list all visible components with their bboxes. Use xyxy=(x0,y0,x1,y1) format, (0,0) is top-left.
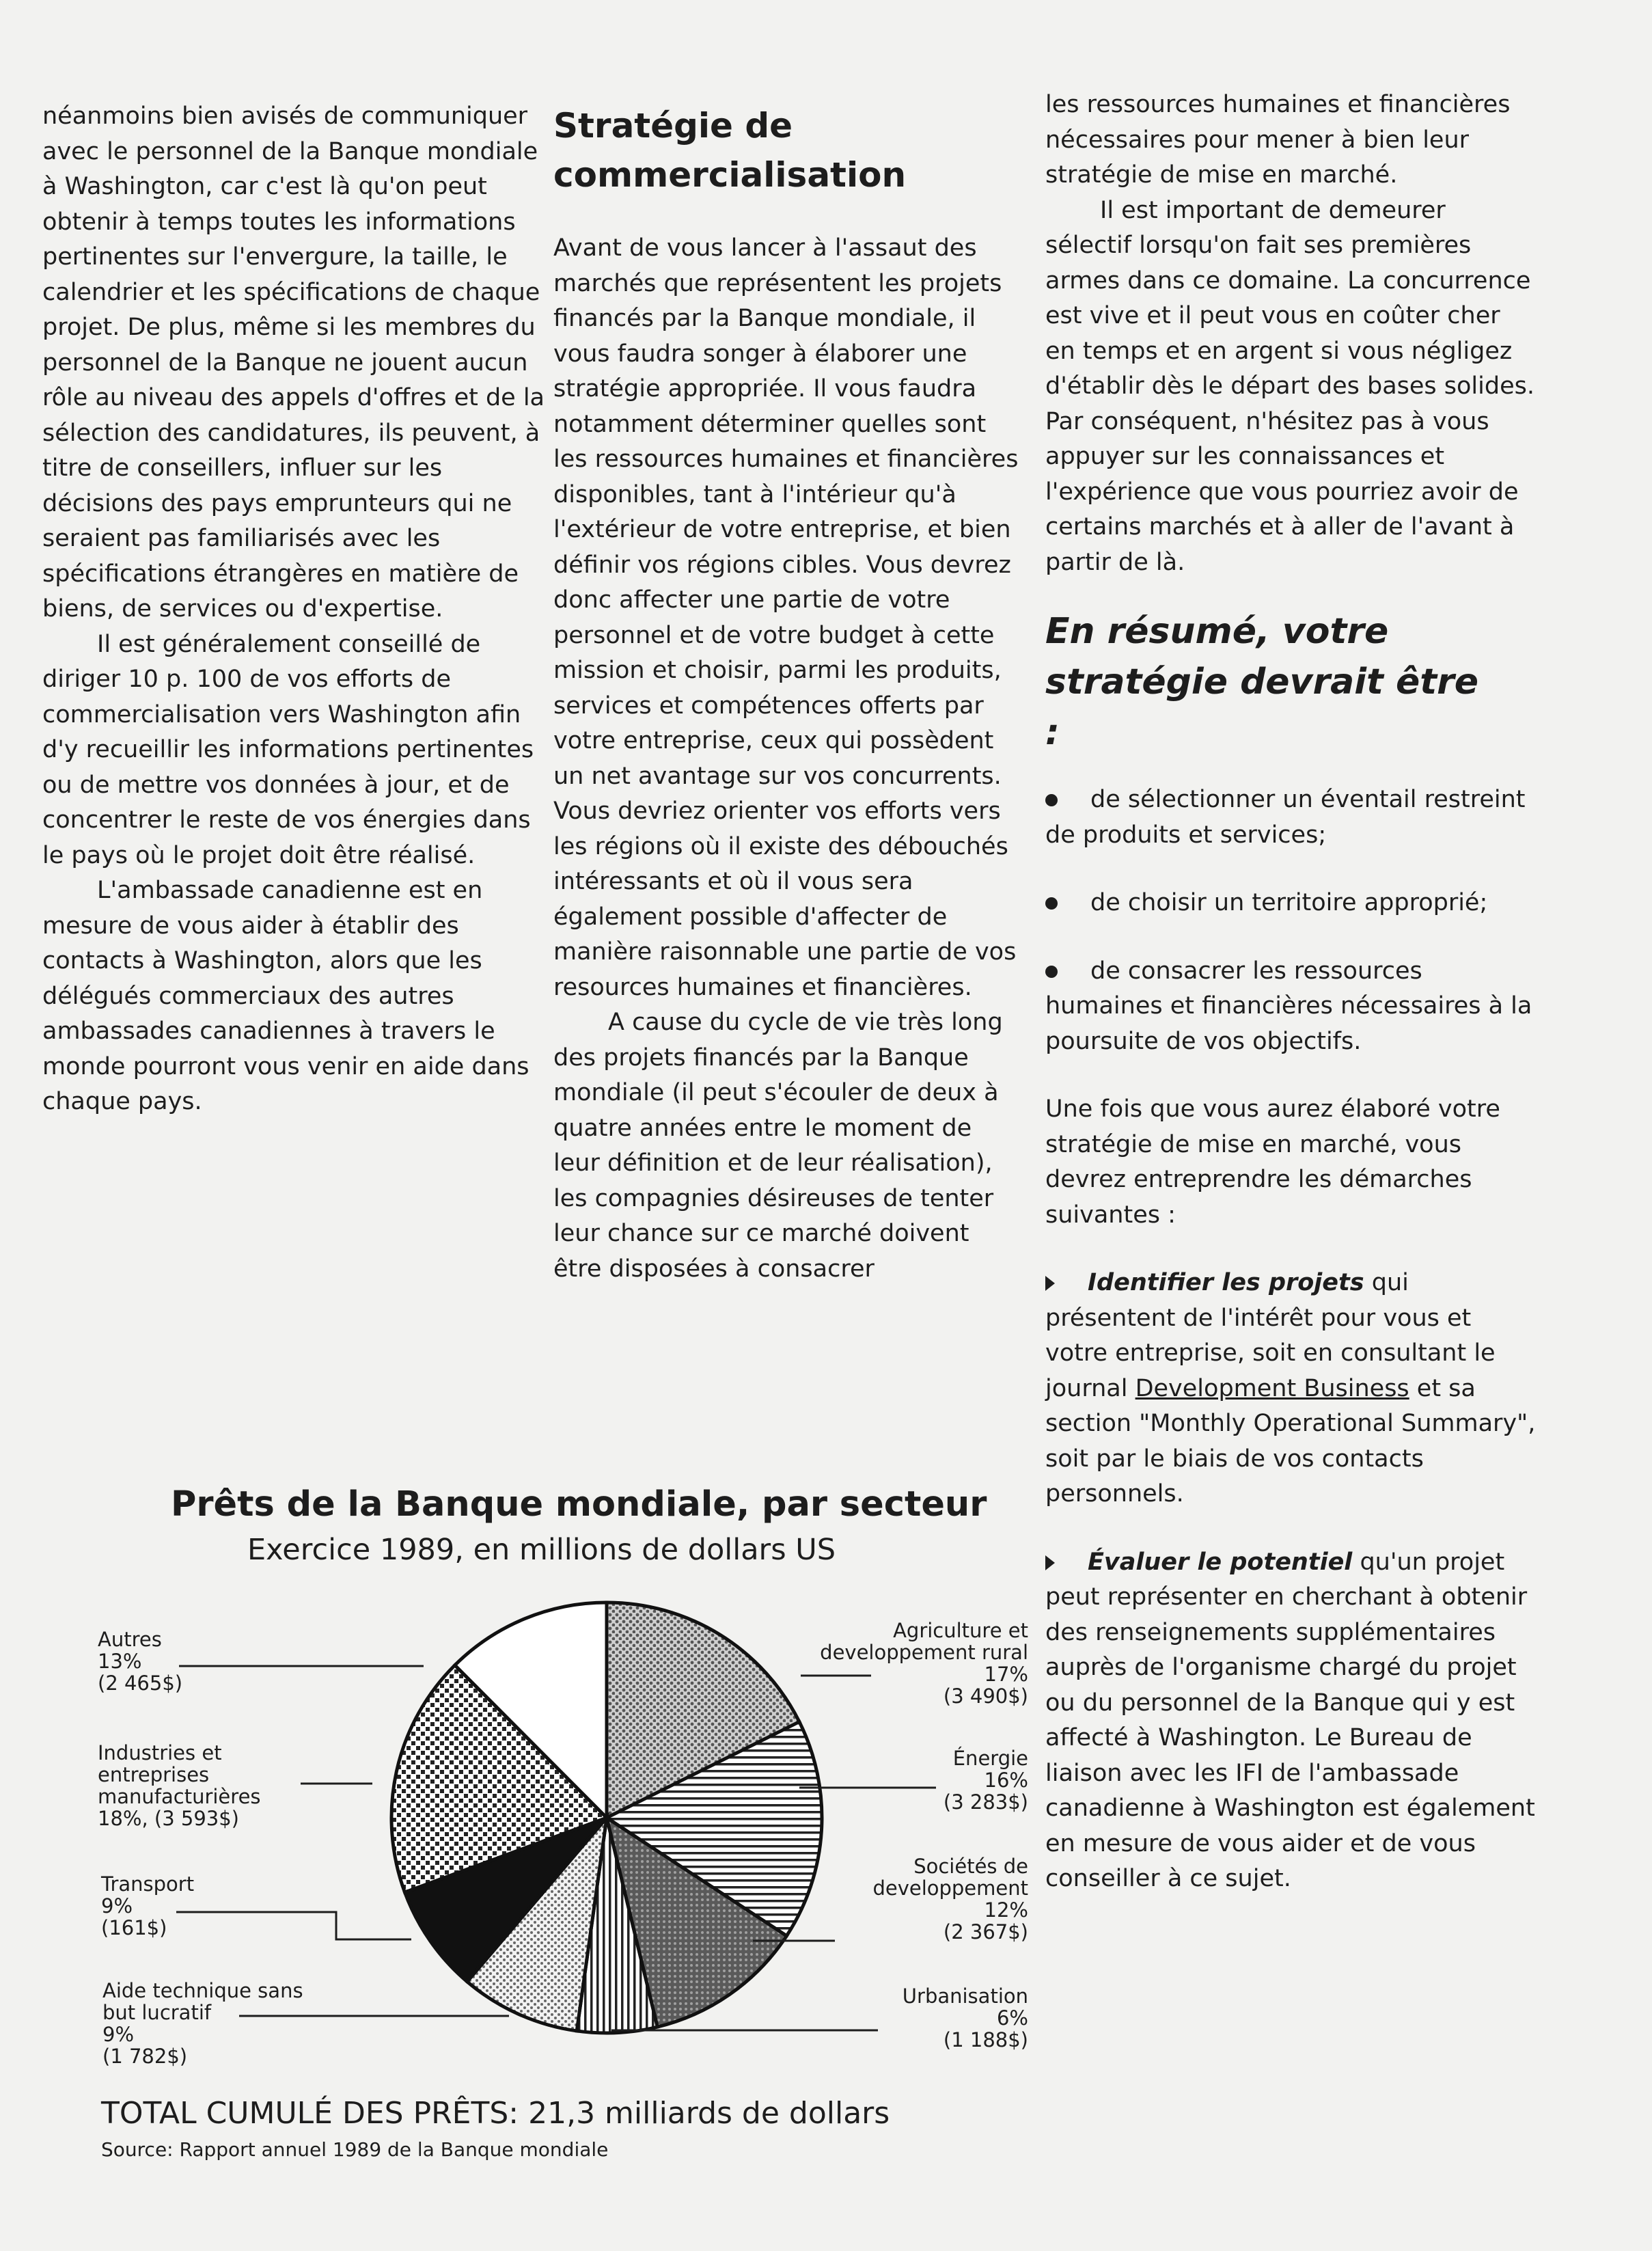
label-autres: Autres 13% (2 465$) xyxy=(98,1628,183,1695)
bullet-item: de choisir un territoire approprié; xyxy=(1045,886,1537,921)
chart-title: Prêts de la Banque mondiale, par secteur xyxy=(171,1484,987,1525)
label-agriculture: Agriculture et developpement rural 17% (3 490$) xyxy=(820,1619,1028,1708)
label-transport: Transport 9% (161$) xyxy=(101,1872,195,1939)
paragraph: A cause du cycle de vie très long des projets financés par la Banque mondiale (il peut s'écouler de deux à quatre années entre le moment de leur définition et de leur réalisation), les compagnies désireuses de tenter leur chance sur ce marché doivent être disposées à consacrer xyxy=(553,1009,1003,1283)
label-aide: Aide technique sans but lucratif 9% (1 782$) xyxy=(102,1979,303,2068)
paragraph: Il est généralement conseillé de diriger 10 p. 100 de vos efforts de commercialisation vers Washington afin d'y recueillir les informations pertinentes ou de mettre vos données à jour, et de concentrer le reste de vos énergies dans le pays où le projet doit être réalisé. xyxy=(42,630,534,869)
step-evaluer: Évaluer le potentiel qu'un projet peut représenter en cherchant à obtenir des renseignements supplémentaires auprès de l'organisme chargé du projet ou du personnel de la Banque qui y est affecté à Washington. Le Bureau de liaison avec les IFI de l'ambassade canadienne à Washington est également en mesure de vous aider et de vous conseiller à ce sujet. xyxy=(1045,1548,1535,1892)
label-societes: Sociétés de developpement 12% (2 367$) xyxy=(872,1855,1028,1943)
label-energie: Énergie 16% (3 283$) xyxy=(943,1747,1028,1814)
bullet-item: de sélectionner un éventail restreint de produits et services; xyxy=(1045,786,1526,849)
paragraph: Il est important de demeurer sélectif lorsqu'on fait ses premières armes dans ce domaine. La concurrence est vive et il peut vous en coûter cher en temps et en argent si vous négligez d'établir dès le départ des bases solides. Par conséquent, n'hésitez pas à vous appuyer sur les connaissances et l'expérience que vous pourriez avoir de certains marchés et à aller de l'avant à partir de là. xyxy=(1045,196,1534,576)
label-industries: Industries et entreprises manufacturières 18%, (3 593$) xyxy=(98,1741,261,1830)
paragraph: néanmoins bien avisés de communiquer avec le personnel de la Banque mondiale à Washington, car c'est là qu'on peut obtenir à temps toutes les informations pertinentes sur l'envergure, la taille, le calendrier et les spécifications de chaque projet. De plus, même si les membres du personnel de la Banque ne jouent aucun rôle au niveau des appels d'offres et de la sélection des candidatures, ils peuvent, à titre de conseillers, influer sur les décisions des pays emprunteurs qui ne seraient pas familiarisés avec les spécifications étrangères en matière de biens, de services ou d'expertise. xyxy=(42,103,545,623)
total-loans: TOTAL CUMULÉ DES PRÊTS: 21,3 milliards de dollars xyxy=(101,2096,890,2131)
bullet-item: de consacrer les ressources humaines et financières nécessaires à la poursuite de vos objectifs. xyxy=(1045,957,1532,1055)
summary-heading: En résumé, votre stratégie devrait être : xyxy=(1045,611,1479,753)
paragraph: L'ambassade canadienne est en mesure de vous aider à établir des contacts à Washington, alors que les délégués commerciaux des autres ambassades canadiennes à travers le monde pourront vous venir en aide dans chaque pays. xyxy=(42,877,529,1115)
publication-title: Development Business xyxy=(1135,1374,1409,1402)
step-identifier: Identifier les projets qui présentent de l'intérêt pour vous et votre entreprise, soit en consultant le journal Development Business et sa section "Monthly Operational Summary", soit par le biais de vos contacts personnels. xyxy=(1045,1269,1536,1508)
chart-subtitle: Exercice 1989, en millions de dollars US xyxy=(247,1533,836,1567)
section-heading: Stratégie de commercialisation xyxy=(553,106,907,195)
paragraph: Une fois que vous aurez élaboré votre stratégie de mise en marché, vous devrez entreprendre les démarches suivantes : xyxy=(1045,1095,1500,1229)
paragraph: Avant de vous lancer à l'assaut des marchés que représentent les projets financés par la Banque mondiale, il vous faudra songer à élaborer une stratégie appropriée. Il vous faudra notamment déterminer quelles sont les ressources humaines et financières disponibles, tant à l'intérieur qu'à l'extérieur de votre entreprise, et bien définir vos régions cibles. Vous devrez donc affecter une partie de votre personnel et de votre budget à cette mission et choisir, parmi les produits, services et compétences offerts par votre entreprise, ceux qui possèdent un net avantage sur vos concurrents. Vous devriez orienter vos efforts vers les régions où il existe des débouchés intéressants et où il vous sera également possible d'affecter de manière raisonnable une partie de vos resources humaines et financières. xyxy=(553,234,1019,1001)
paragraph: les ressources humaines et financières nécessaires pour mener à bien leur stratégie de mise en marché. xyxy=(1045,91,1511,189)
chart-source: Source: Rapport annuel 1989 de la Banque mondiale xyxy=(101,2138,609,2161)
label-urbanisation: Urbanisation 6% (1 188$) xyxy=(902,1984,1028,2051)
